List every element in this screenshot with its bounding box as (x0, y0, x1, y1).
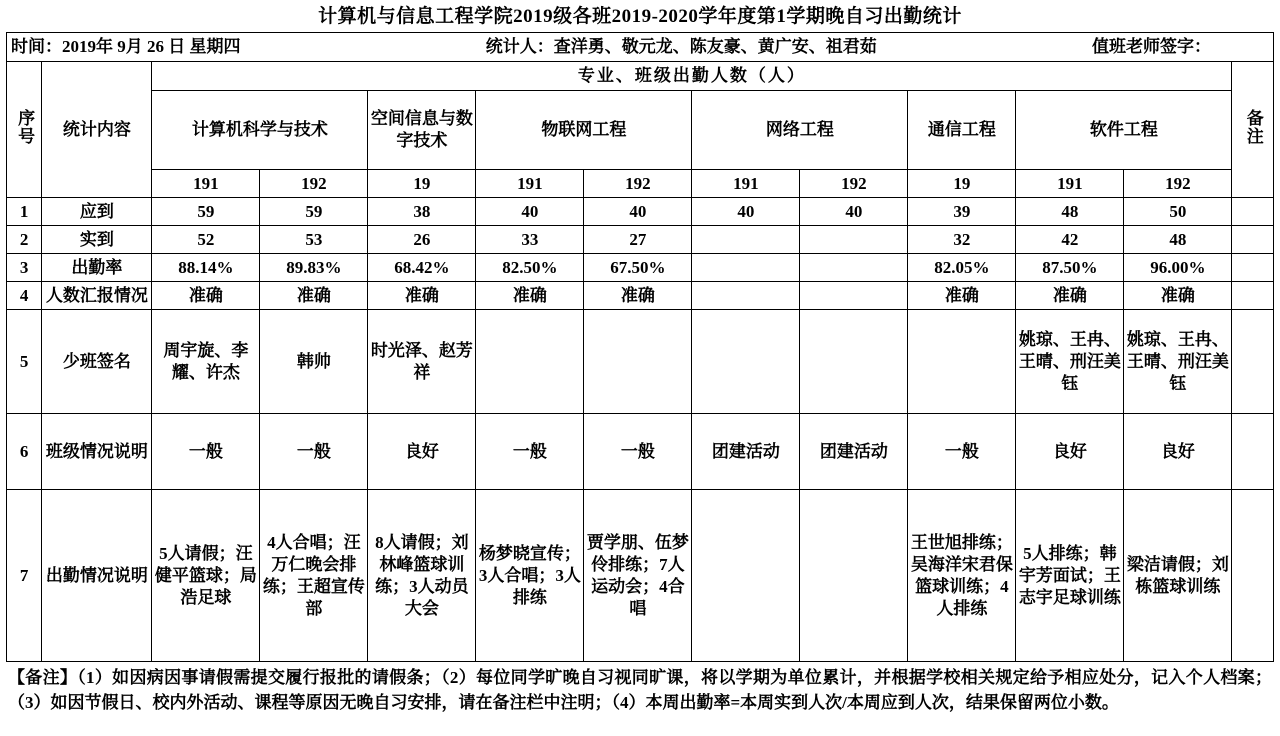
attendance-table (6, 32, 1274, 662)
class-sw-192: 192 (1124, 170, 1232, 198)
cell: 准确 (368, 282, 476, 310)
remark-cell (1232, 282, 1274, 310)
cell: 82.05% (908, 254, 1016, 282)
info-row (7, 33, 1274, 62)
cell: 8人请假；刘林峰篮球训练；3人动员大会 (368, 490, 476, 662)
cell: 96.00% (1124, 254, 1232, 282)
row-label: 实到 (42, 226, 152, 254)
cell (476, 310, 584, 414)
cell (692, 310, 800, 414)
footer-notes: 【备注】（1）如因病因事请假需提交履行报批的请假条；（2）每位同学旷晚自习视同旷课，将以学期为单位累计，并根据学校相关规定给予相应处分，记入个人档案；（3）如因节假日、校内外活动、课程等原因无晚自习安排，请在备注栏中注明；（4）本周出勤率=本周实到人次/本周应到人次，结果保留两位小数。 (8, 668, 1272, 712)
cell: 准确 (1016, 282, 1124, 310)
cell: 韩帅 (260, 310, 368, 414)
remark-cell (1232, 254, 1274, 282)
row-no: 5 (7, 310, 42, 414)
cell: 姚琼、王冉、王晴、刑汪美钰 (1124, 310, 1232, 414)
page-title: 计算机与信息工程学院2019级各班2019-2020学年度第1学期晚自习出勤统计 (318, 6, 962, 27)
cell: 68.42% (368, 254, 476, 282)
header-content: 统计内容 (42, 62, 152, 198)
cell: 姚琼、王冉、王晴、刑汪美钰 (1016, 310, 1124, 414)
table-row (7, 254, 1274, 282)
major-software: 软件工程 (1016, 91, 1232, 170)
cell: 一般 (260, 414, 368, 490)
table-row (7, 310, 1274, 414)
cell: 27 (584, 226, 692, 254)
date-text: 时间：2019年 9月 26 日 星期四 (11, 37, 241, 56)
class-sw-191: 191 (1016, 170, 1124, 198)
table-row (7, 198, 1274, 226)
class-net-191: 191 (692, 170, 800, 198)
cell: 4人合唱；汪万仁晚会排练；王超宣传部 (260, 490, 368, 662)
row-label: 出勤率 (42, 254, 152, 282)
cell: 67.50% (584, 254, 692, 282)
statistician-text: 统计人：查洋勇、敬元龙、陈友豪、黄广安、祖君茹 (485, 37, 877, 56)
cell: 时光泽、赵芳祥 (368, 310, 476, 414)
cell: 一般 (152, 414, 260, 490)
remark-cell (1232, 226, 1274, 254)
header-seq: 序号 (7, 62, 42, 198)
cell (800, 490, 908, 662)
table-row (7, 490, 1274, 662)
cell: 贾学朋、伍梦伶排练；7人运动会；4合唱 (584, 490, 692, 662)
cell: 准确 (260, 282, 368, 310)
row-label: 应到 (42, 198, 152, 226)
remark-cell (1232, 414, 1274, 490)
major-cs: 计算机科学与技术 (152, 91, 368, 170)
cell: 团建活动 (800, 414, 908, 490)
cell (584, 310, 692, 414)
cell: 40 (584, 198, 692, 226)
remark-cell (1232, 490, 1274, 662)
cell: 52 (152, 226, 260, 254)
cell: 准确 (1124, 282, 1232, 310)
cell: 梁洁请假；刘栋篮球训练 (1124, 490, 1232, 662)
class-cs-192: 192 (260, 170, 368, 198)
cell: 50 (1124, 198, 1232, 226)
classes-row (7, 170, 1274, 198)
major-iot: 物联网工程 (476, 91, 692, 170)
cell (800, 226, 908, 254)
group-header-row (7, 62, 1274, 91)
cell: 准确 (476, 282, 584, 310)
cell: 39 (908, 198, 1016, 226)
row-no: 7 (7, 490, 42, 662)
class-cs-191: 191 (152, 170, 260, 198)
cell: 良好 (1124, 414, 1232, 490)
cell: 5人排练；韩宇芳面试；王志宇足球训练 (1016, 490, 1124, 662)
cell (692, 254, 800, 282)
cell (800, 310, 908, 414)
cell: 59 (260, 198, 368, 226)
cell: 87.50% (1016, 254, 1124, 282)
header-group: 专业、班级出勤人数（人） (152, 62, 1232, 91)
cell: 一般 (476, 414, 584, 490)
cell (800, 282, 908, 310)
teacher-signature-label: 值班老师签字： (1092, 37, 1211, 56)
cell (800, 254, 908, 282)
cell: 良好 (368, 414, 476, 490)
row-label: 出勤情况说明 (42, 490, 152, 662)
class-iot-192: 192 (584, 170, 692, 198)
cell: 杨梦晓宣传；3人合唱；3人排练 (476, 490, 584, 662)
cell: 王世旭排练；吴海洋宋君保篮球训练；4人排练 (908, 490, 1016, 662)
cell: 48 (1124, 226, 1232, 254)
table-row (7, 282, 1274, 310)
table-row (7, 226, 1274, 254)
cell: 40 (800, 198, 908, 226)
cell: 48 (1016, 198, 1124, 226)
remark-cell (1232, 310, 1274, 414)
major-communication: 通信工程 (908, 91, 1016, 170)
row-label: 少班签名 (42, 310, 152, 414)
row-label: 人数汇报情况 (42, 282, 152, 310)
row-no: 4 (7, 282, 42, 310)
cell: 准确 (584, 282, 692, 310)
cell: 一般 (584, 414, 692, 490)
cell: 准确 (908, 282, 1016, 310)
class-iot-191: 191 (476, 170, 584, 198)
class-net-192: 192 (800, 170, 908, 198)
row-no: 1 (7, 198, 42, 226)
cell: 40 (692, 198, 800, 226)
cell: 53 (260, 226, 368, 254)
cell: 33 (476, 226, 584, 254)
row-no: 3 (7, 254, 42, 282)
cell: 59 (152, 198, 260, 226)
row-label: 班级情况说明 (42, 414, 152, 490)
cell: 5人请假；汪健平篮球；局浩足球 (152, 490, 260, 662)
cell: 一般 (908, 414, 1016, 490)
row-no: 2 (7, 226, 42, 254)
major-spatial-info: 空间信息与数字技术 (368, 91, 476, 170)
remark-cell (1232, 198, 1274, 226)
cell (692, 282, 800, 310)
cell: 周宇旋、李耀、许杰 (152, 310, 260, 414)
cell: 40 (476, 198, 584, 226)
table-row (7, 414, 1274, 490)
cell (908, 310, 1016, 414)
cell: 82.50% (476, 254, 584, 282)
header-remark: 备注 (1232, 62, 1274, 198)
cell (692, 226, 800, 254)
major-network: 网络工程 (692, 91, 908, 170)
cell: 88.14% (152, 254, 260, 282)
cell (692, 490, 800, 662)
cell: 38 (368, 198, 476, 226)
cell: 89.83% (260, 254, 368, 282)
row-no: 6 (7, 414, 42, 490)
cell: 32 (908, 226, 1016, 254)
cell: 准确 (152, 282, 260, 310)
class-comm-19: 19 (908, 170, 1016, 198)
cell: 团建活动 (692, 414, 800, 490)
class-spatial-19: 19 (368, 170, 476, 198)
cell: 良好 (1016, 414, 1124, 490)
cell: 42 (1016, 226, 1124, 254)
info-cell (7, 33, 1274, 62)
cell: 26 (368, 226, 476, 254)
majors-row (7, 91, 1274, 170)
